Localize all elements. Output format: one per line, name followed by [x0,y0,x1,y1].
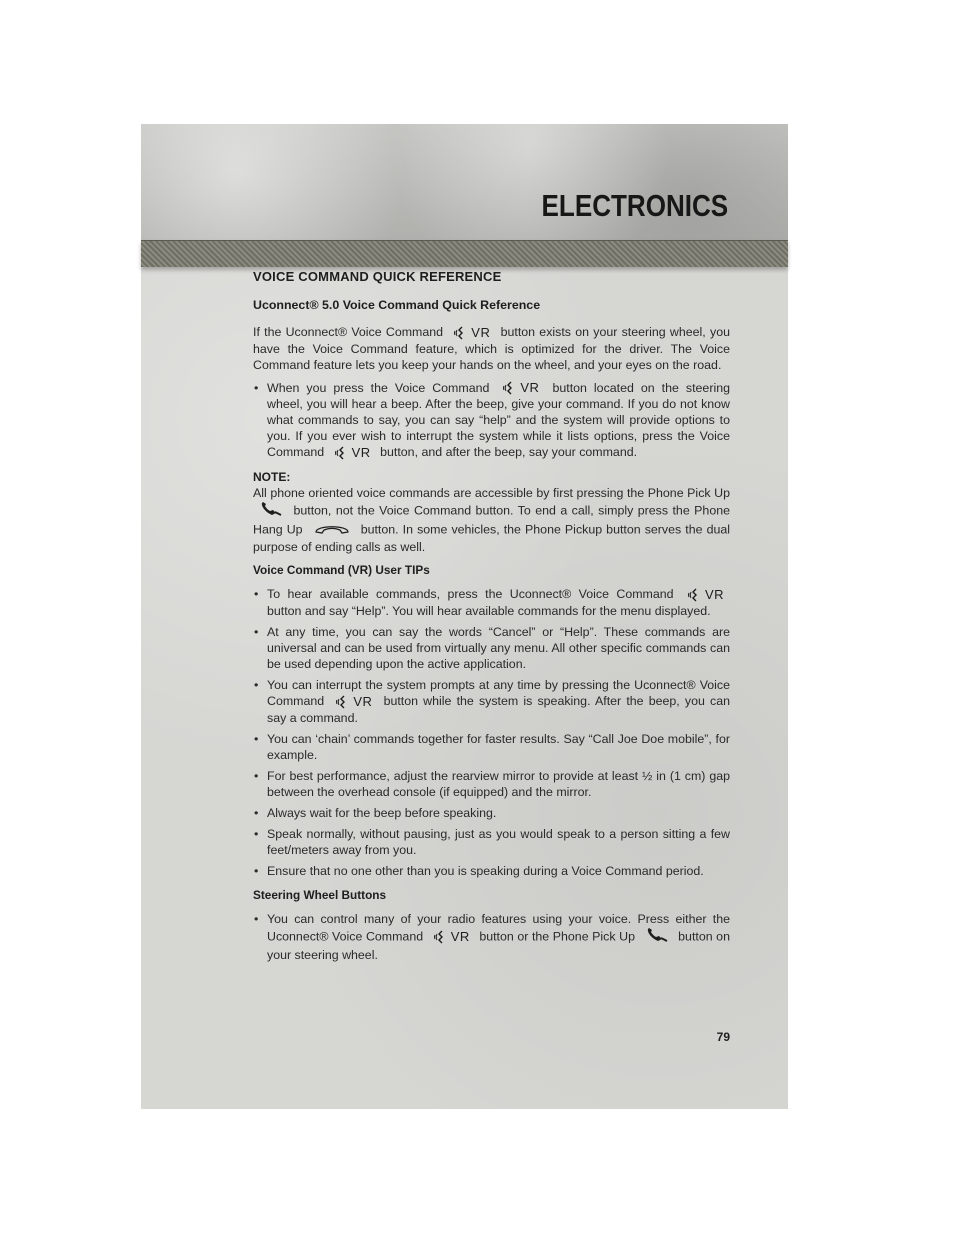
steering-text-a: You can control many of your radio features using your voice. Press either the Uconnect® Voice Command [267,911,730,943]
voice-command-icon [687,587,724,603]
tip4-text: You can ‘chain’ commands together for faster results. Say “Call Joe Doe mobile”, for example. [267,731,730,762]
manual-page [141,124,788,1109]
list-item [253,731,730,763]
steering-list [253,911,730,963]
note-label: NOTE: [253,470,291,485]
tips-title: Voice Command (VR) User TIPs [253,563,430,578]
voice-command-list [253,380,730,461]
bullet: • [254,768,259,783]
tip3-text-a: You can interrupt the system prompts at any time by pressing the Uconnect® Voice Command [267,677,730,708]
page-number: 79 [716,1030,730,1044]
tip1-text-b: button and say “Help”. You will hear available commands for the menu displayed. [267,603,711,618]
page-content [253,269,730,971]
tip2-text: At any time, you can say the words “Cancel” or “Help”. These commands are universal and can be used from virtually any menu. All other specific commands can be used depending upon the active application. [267,624,730,671]
voice-command-icon [433,929,470,945]
voice-command-icon [334,445,371,461]
vr-label: VR [351,445,371,461]
header-banner [141,124,788,240]
bullet1-text-a: When you press the Voice Command [267,380,490,395]
vr-label: VR [353,693,373,709]
header-stripe [141,240,788,267]
bullet1-text-c: button, and after the beep, say your command. [380,445,638,460]
vr-label: VR [471,324,491,340]
list-item [253,826,730,858]
steering-text-c: button on your steering wheel. [267,928,730,962]
list-item [253,380,730,461]
note-text-b: button, not the Voice Command button. To end a call, simply press the Phone Hang Up [253,503,731,537]
bullet: • [254,587,259,602]
note-text-c: button. In some vehicles, the Phone Pickup button serves the dual purpose of ending calls as well. [253,522,730,555]
voice-command-icon [502,380,539,396]
bullet: • [254,677,259,692]
bullet: • [254,624,259,639]
page-title: ELECTRONICS [541,188,728,223]
vr-label: VR [450,928,470,944]
vr-label: VR [704,586,724,602]
intro-text-b: button exists on your steering wheel, you have the Voice Command feature, which is optimized for the driver. The Voice Command feature lets you keep your hands on the wheel, and your eyes on the road. [253,325,730,372]
vr-label: VR [520,380,540,396]
list-item [253,586,730,619]
subsection-title: Uconnect® 5.0 Voice Command Quick Reference [253,298,541,312]
tips-list [253,586,730,878]
tip1-text-a: To hear available commands, press the Uconnect® Voice Command [267,587,674,602]
list-item [253,911,730,963]
tip5-text: For best performance, adjust the rearview mirror to provide at least ½ in (1 cm) gap between the overhead console (if equipped) and the mirror. [267,768,730,799]
note-paragraph [253,469,730,555]
list-item [253,624,730,672]
steering-text-b: button or the Phone Pick Up [479,928,635,943]
list-item [253,863,730,879]
bullet: • [254,805,259,820]
list-item [253,677,730,726]
phone-pickup-icon [259,501,283,521]
tip7-text: Speak normally, without pausing, just as you would speak to a person sitting a few feet/meters away from you. [267,826,730,857]
note-text-a: All phone oriented voice commands are accessible by first pressing the Phone Pick Up [253,486,730,501]
section-title: VOICE COMMAND QUICK REFERENCE [253,269,502,284]
tip3-text-b: button while the system is speaking. After the beep, you can say a command. [267,693,730,725]
steering-title: Steering Wheel Buttons [253,887,387,902]
phone-hangup-icon [313,521,351,539]
bullet: • [254,863,259,878]
list-item [253,768,730,800]
intro-text-a: If the Uconnect® Voice Command [253,325,444,339]
voice-command-icon [335,694,372,710]
tip6-text: Always wait for the beep before speaking. [267,805,497,820]
bullet: • [254,380,259,395]
bullet: • [254,826,259,841]
tip8-text: Ensure that no one other than you is speaking during a Voice Command period. [267,863,704,878]
bullet: • [254,731,259,746]
bullet: • [254,911,259,926]
list-item [253,805,730,821]
intro-paragraph [253,324,730,373]
bullet1-text-b: button located on the steering wheel, you will hear a beep. After the beep, give your command. If you do not know what commands to say, you can say “help” and the system will provide options to you. If you ever wish to interrupt the system while it lists options, press the Voice Command [267,380,730,460]
phone-pickup-icon [645,927,669,947]
voice-command-icon [453,325,490,341]
